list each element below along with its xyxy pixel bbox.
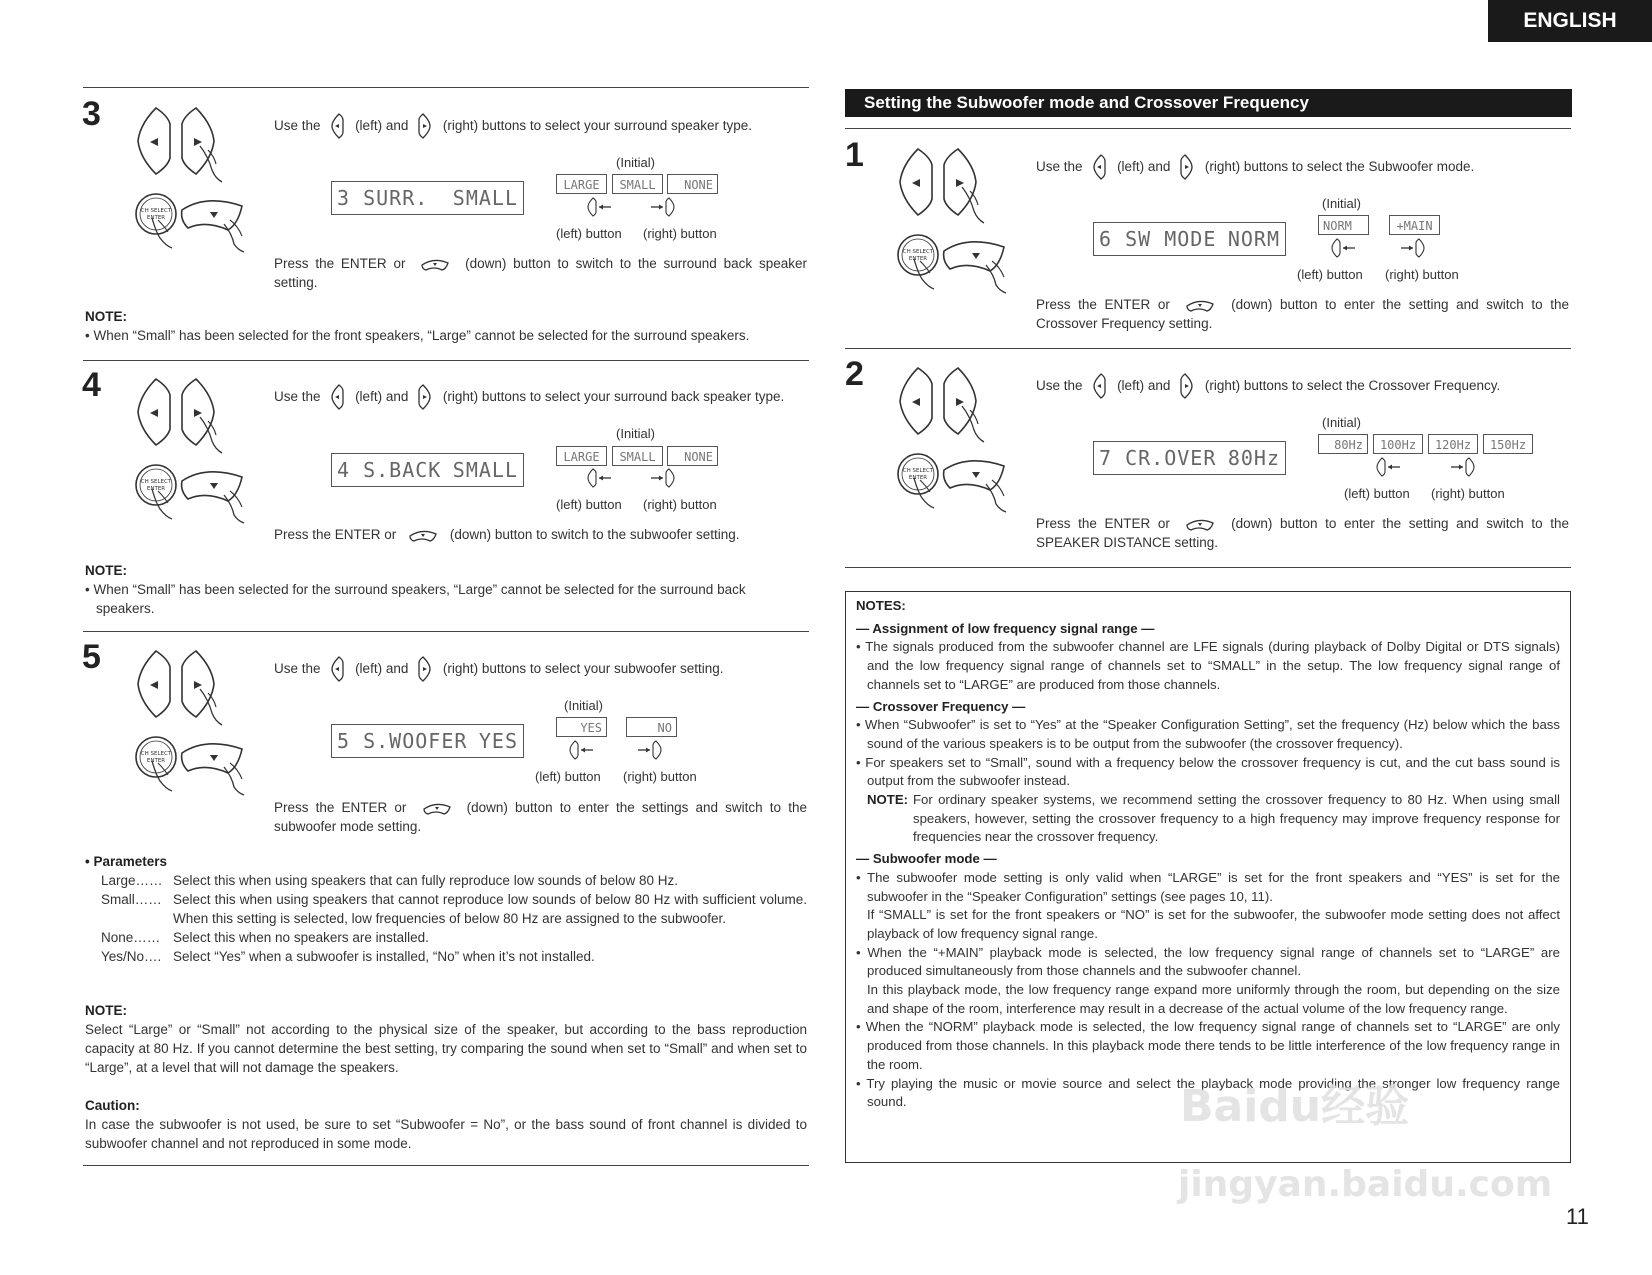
- language-tab: ENGLISH: [1488, 0, 1652, 42]
- instruction: [1036, 154, 1576, 181]
- lcd-display: [331, 181, 524, 215]
- right-button-icon: [418, 384, 433, 411]
- step-number: 4: [82, 366, 101, 404]
- left-button-label: (left) button: [1297, 267, 1363, 282]
- initial-label: (Initial): [616, 426, 656, 441]
- section-title: Setting the Subwoofer mode and Crossover Frequency: [845, 89, 1572, 117]
- caution-title: Caution:: [85, 1098, 140, 1113]
- right-button-label: (right) button: [623, 769, 697, 784]
- instruction-text: Use the: [274, 389, 321, 405]
- instruction-text: (right) buttons to select the Subwoofer mode.: [1204, 159, 1475, 175]
- instruction: [1036, 373, 1576, 400]
- instruction-text: (left) and: [355, 118, 409, 134]
- option-box: SMALL: [612, 174, 663, 194]
- parameter-row: [101, 890, 807, 928]
- divider: [845, 128, 1571, 129]
- option-box: NO: [626, 717, 677, 737]
- divider: [83, 1165, 809, 1166]
- remote-control-icon: [896, 366, 1016, 516]
- note-text: • When “Small” has been selected for the front speakers, “Large” cannot be selected for the surround speakers.: [85, 328, 750, 343]
- parameter-value: Select “Yes” when a subwoofer is installed, “No” when it’s not installed.: [173, 949, 595, 964]
- instruction: [1036, 514, 1569, 552]
- down-button-icon: [420, 257, 450, 271]
- left-button-icon: [330, 113, 345, 140]
- lcd-value: SMALL: [452, 458, 518, 482]
- option-box: 150Hz: [1483, 434, 1533, 454]
- notes-paragraph: • For speakers set to “Small”, sound with a frequency below the crossover frequency is cut, and the cut bass sound is output from the subwoofer instead.: [856, 754, 1560, 789]
- initial-label: (Initial): [616, 155, 656, 170]
- lcd-value: SMALL: [452, 186, 518, 210]
- notes-heading: — Crossover Frequency —: [856, 698, 1026, 714]
- right-button-icon: [418, 113, 433, 140]
- left-button-label: (left) button: [1344, 486, 1410, 501]
- notes-paragraph: • When the “NORM” playback mode is selected, the low frequency signal range of channels set to “LARGE” are only produced from those channels. In this playback mode there tends to be little interference of the low frequency range in the room.: [856, 1019, 1560, 1072]
- instruction-text: (down) button to enter the setting and switch to the Crossover Frequency setting.: [1036, 297, 1569, 331]
- option-box: SMALL: [612, 446, 663, 466]
- right-arrow-icon: [1400, 238, 1426, 258]
- instruction-text: Press the ENTER or: [274, 800, 407, 815]
- lcd-value: NORM: [1227, 227, 1280, 251]
- instruction-text: (left) and: [1117, 378, 1171, 394]
- right-arrow-icon: [1450, 457, 1476, 477]
- left-button-label: (left) button: [556, 497, 622, 512]
- initial-label: (Initial): [1322, 196, 1362, 211]
- lcd-value: YES: [478, 729, 518, 753]
- parameter-value: Select this when using speakers that can fully reproduce low sounds of below 80 Hz.: [173, 873, 679, 888]
- instruction-text: (down) button to enter the setting and switch to the SPEAKER DISTANCE setting.: [1036, 516, 1569, 550]
- parameter-value: Select this when no speakers are installed.: [173, 930, 429, 945]
- left-button-icon: [330, 656, 345, 683]
- option-box: NORM: [1318, 215, 1369, 235]
- option-box: +MAIN: [1389, 215, 1440, 235]
- parameter-key: Yes/No….: [101, 949, 162, 964]
- lcd-display: [1093, 222, 1286, 256]
- notes-paragraph: • When “Subwoofer” is set to “Yes” at the “Speaker Configuration Setting”, set the frequency (Hz) below which the bass sound of the various speakers is to be output from the subwoofer (the crossover frequency).: [856, 717, 1560, 751]
- parameter-row: [101, 871, 807, 890]
- remote-control-icon: [134, 649, 254, 799]
- notes-paragraph: • The subwoofer mode setting is only valid when “LARGE” is set for the front speakers and “YES” is set for the subwoofer in the “Speaker Configuration” settings (see pages 10, 11).: [856, 869, 1560, 904]
- right-button-icon: [1180, 154, 1195, 181]
- left-button-icon: [1092, 373, 1107, 400]
- lcd-label: 5 S.WOOFER: [337, 729, 468, 753]
- left-button-icon: [1092, 154, 1107, 181]
- instruction-text: (left) and: [355, 389, 409, 405]
- parameter-key: Large……: [101, 873, 163, 888]
- right-button-label: (right) button: [1431, 486, 1505, 501]
- instruction-text: (down) button to switch to the subwoofer setting.: [449, 527, 740, 542]
- notes-note-label: NOTE:: [867, 792, 909, 808]
- instruction: [274, 656, 814, 683]
- note-text: Select “Large” or “Small” not according to the physical size of the speaker, but according to the bass reproduction capacity at 80 Hz. If you cannot determine the best setting, try comparing the sound when set to “Small” and when set to “Large”, at a level that will not damage the speakers.: [85, 1022, 807, 1075]
- left-arrow-icon: [587, 197, 613, 217]
- remote-control-icon: [134, 377, 254, 527]
- notes-content: [856, 597, 1560, 1112]
- option-box: NONE: [667, 174, 718, 194]
- instruction-text: Use the: [1036, 159, 1083, 175]
- instruction: [274, 525, 814, 544]
- instruction: [274, 254, 807, 292]
- instruction: [274, 384, 814, 411]
- option-box: LARGE: [556, 446, 607, 466]
- notes-sub-note: [856, 791, 1560, 847]
- option-box: 80Hz: [1318, 434, 1368, 454]
- remote-control-icon: [896, 147, 1016, 297]
- instruction-text: (left) and: [1117, 159, 1171, 175]
- note-text: • When “Small” has been selected for the surround speakers, “Large” cannot be selected for the surround back speakers.: [85, 582, 746, 616]
- left-arrow-icon: [1376, 457, 1402, 477]
- right-arrow-icon: [650, 197, 676, 217]
- option-box: LARGE: [556, 174, 607, 194]
- step-number: 1: [845, 136, 864, 174]
- page-number: 11: [1566, 1204, 1589, 1229]
- instruction-text: Use the: [274, 661, 321, 677]
- left-button-label: (left) button: [556, 226, 622, 241]
- parameter-value: Select this when using speakers that cannot reproduce low sounds of below 80 Hz with sufficient volume. When this setting is selected, low frequencies of below 80 Hz are assigned to the subwoofer.: [173, 892, 807, 926]
- lcd-label: 7 CR.OVER: [1099, 446, 1217, 470]
- note-title: NOTE:: [85, 1003, 127, 1018]
- right-button-label: (right) button: [643, 226, 717, 241]
- parameters-title: • Parameters: [85, 854, 168, 869]
- watermark-logo: Baidu经验: [1180, 1081, 1410, 1132]
- note-title: NOTE:: [85, 309, 127, 324]
- option-box: NONE: [667, 446, 718, 466]
- instruction-text: (right) buttons to select your subwoofer setting.: [442, 661, 724, 677]
- right-arrow-icon: [637, 740, 663, 760]
- right-button-icon: [418, 656, 433, 683]
- right-button-label: (right) button: [1385, 267, 1459, 282]
- note-title: NOTE:: [85, 563, 127, 578]
- left-arrow-icon: [569, 740, 595, 760]
- instruction: [274, 798, 807, 836]
- initial-label: (Initial): [564, 698, 604, 713]
- parameter-row: [101, 947, 807, 966]
- lcd-label: 4 S.BACK: [337, 458, 442, 482]
- option-box: 120Hz: [1428, 434, 1478, 454]
- lcd-display: [1093, 441, 1286, 475]
- initial-label: (Initial): [1322, 415, 1362, 430]
- instruction-text: (left) and: [355, 661, 409, 677]
- step-number: 5: [82, 638, 101, 676]
- parameter-key: Small……: [101, 892, 162, 907]
- instruction: [1036, 295, 1569, 333]
- down-button-icon: [422, 801, 452, 815]
- instruction-text: Use the: [1036, 378, 1083, 394]
- option-box: YES: [556, 717, 607, 737]
- divider: [83, 631, 809, 632]
- instruction-text: Press the ENTER or: [1036, 516, 1170, 531]
- right-button-label: (right) button: [643, 497, 717, 512]
- step-number: 2: [845, 355, 864, 393]
- step-number: 3: [82, 95, 101, 133]
- instruction-text: (right) buttons to select your surround speaker type.: [442, 118, 753, 134]
- instruction-text: (down) button to enter the settings and switch to the subwoofer mode setting.: [274, 800, 807, 834]
- notes-heading: — Subwoofer mode —: [856, 851, 997, 867]
- instruction: [274, 113, 814, 140]
- left-button-icon: [330, 384, 345, 411]
- remote-control-icon: [134, 106, 254, 256]
- instruction-text: (right) buttons to select your surround back speaker type.: [442, 389, 785, 405]
- left-arrow-icon: [587, 468, 613, 488]
- option-box: 100Hz: [1373, 434, 1423, 454]
- notes-note-text: For ordinary speaker systems, we recommend setting the crossover frequency to 80 Hz. When using small speakers, however, setting the crossover frequency to a high frequency may improve frequency response for frequencies near the crossover frequency.: [913, 792, 1560, 845]
- instruction-text: (right) buttons to select the Crossover Frequency.: [1204, 378, 1501, 394]
- notes-title: NOTES:: [856, 598, 906, 613]
- down-button-icon: [1185, 517, 1215, 531]
- notes-paragraph: • When the “+MAIN” playback mode is selected, the low frequency signal range of channels set to “LARGE” are produced simultaneously from those channels and the subwoofer channel.: [856, 944, 1560, 979]
- instruction-text: Use the: [274, 118, 321, 134]
- right-button-icon: [1180, 373, 1195, 400]
- instruction-text: Press the ENTER or: [1036, 297, 1170, 312]
- caution-text: In case the subwoofer is not used, be sure to set “Subwoofer = No”, or the bass sound of front channel is divided to subwoofer channel and not reproduced in some mode.: [85, 1117, 807, 1151]
- instruction-text: Press the ENTER or: [274, 527, 397, 542]
- divider: [845, 567, 1571, 568]
- notes-paragraph: • The signals produced from the subwoofer channel are LFE signals (during playback of Dolby Digital or DTS signals) and the low frequency signal range of channels set to “SMALL” in the setup. The low frequency signal range of channels set to “LARGE” are produced from those channels.: [856, 639, 1560, 692]
- divider: [83, 87, 809, 88]
- notes-heading: — Assignment of low frequency signal range —: [856, 620, 1155, 636]
- left-button-label: (left) button: [535, 769, 601, 784]
- parameter-key: None……: [101, 930, 161, 945]
- instruction-text: (down) button to switch to the surround back speaker setting.: [274, 256, 807, 290]
- divider: [845, 348, 1571, 349]
- lcd-label: 6 SW MODE: [1099, 227, 1217, 251]
- instruction-text: Press the ENTER or: [274, 256, 406, 271]
- notes-paragraph: If “SMALL” is set for the front speakers or “NO” is set for the subwoofer, the subwoofer mode setting does not affect playback of low frequency signal range.: [867, 907, 1560, 941]
- lcd-value: 80Hz: [1227, 446, 1280, 470]
- notes-paragraph: In this playback mode, the low frequency range expand more uniformly through the room, but depending on the size and shape of the room, interference may result in a decrease of the actual volume of the low frequency range.: [867, 982, 1560, 1016]
- lcd-display: [331, 724, 524, 758]
- right-arrow-icon: [650, 468, 676, 488]
- notes-paragraph: • Try playing the music or movie source and select the playback mode providing the stronger low frequency range sound.: [856, 1075, 1560, 1110]
- divider: [83, 360, 809, 361]
- down-button-icon: [1185, 298, 1215, 312]
- lcd-label: 3 SURR.: [337, 186, 429, 210]
- down-button-icon: [408, 528, 438, 542]
- watermark-url: jingyan.baidu.com: [1178, 1164, 1553, 1205]
- left-arrow-icon: [1331, 238, 1357, 258]
- parameters-list: [101, 871, 807, 966]
- lcd-display: [331, 453, 524, 487]
- parameter-row: [101, 928, 807, 947]
